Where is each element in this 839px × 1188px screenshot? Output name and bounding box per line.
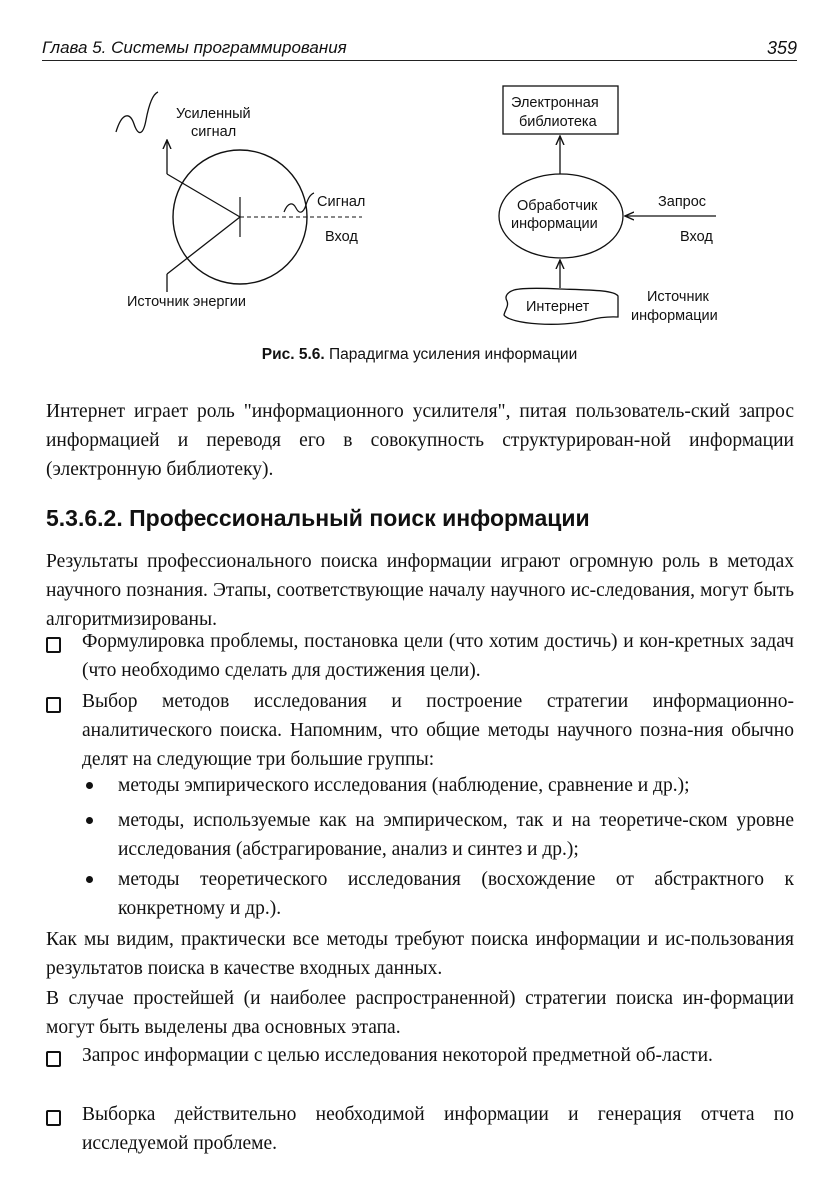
paragraph-1: Результаты профессионального поиска информации играют огромную роль в методах научного познания. Этапы, соответствующие началу научного ис-следования, могут быть алгоритмизированы. <box>46 551 794 630</box>
list-1-item-1: Формулировка проблемы, постановка цели (что хотим достичь) и кон-кретных задач (что необходимо сделать для достижения цели). <box>82 631 794 681</box>
paragraph-2: Как мы видим, практически все методы требуют поиска информации и ис-пользования результатов поиска в качестве входных данных. <box>46 929 794 979</box>
amplifier-diagram <box>116 92 365 310</box>
chapter-title: Глава 5. Системы программирования <box>42 38 347 57</box>
section-heading: 5.3.6.2. Профессиональный поиск информации <box>46 505 590 531</box>
list-2-item-2: Выборка действительно необходимой информации и генерация отчета по исследуемой проблеме. <box>82 1104 794 1154</box>
bullet-dot-icon <box>86 876 93 883</box>
figure-amplification-paradigm <box>0 70 839 340</box>
signal-wave <box>284 193 314 212</box>
processor-label-1: Обработчик <box>517 198 598 214</box>
checkbox-bullet-icon <box>46 1051 61 1067</box>
list-2-item-1: Запрос информации с целью исследования некоторой предметной об-ласти. <box>82 1045 713 1066</box>
processor-diagram <box>499 86 718 324</box>
internet-label: Интернет <box>526 299 590 315</box>
request-label: Запрос <box>658 194 707 210</box>
processor-label-2: информации <box>511 216 598 232</box>
figure-caption-label: Рис. 5.6. <box>261 346 325 363</box>
list-1-item-2: Выбор методов исследования и построение стратегии информационно-аналитического поиска. Напомним, что общие методы научного позна-ния обычно делят на следующие три большие группы: <box>82 691 794 770</box>
checkbox-bullet-icon <box>46 1110 61 1126</box>
sublist-item-1: методы эмпирического исследования (наблюдение, сравнение и др.); <box>118 775 690 796</box>
figure-caption <box>0 346 839 364</box>
figure-caption-text: Парадигма усиления информации <box>324 346 578 363</box>
bullet-dot-icon <box>86 782 93 789</box>
checkbox-bullet-icon <box>46 697 61 713</box>
sublist-item-2: методы, используемые как на эмпирическом, так и на теоретиче-ском уровне исследования (абстрагирование, анализ и синтез и др.); <box>118 810 794 860</box>
info-source-label-1: Источник <box>647 289 709 305</box>
intro-paragraph: Интернет играет роль "информационного усилителя", питая пользователь-ский запрос информацией и переводя его в совокупность структурирован-ной информации (электронную библиотеку). <box>46 401 794 480</box>
paragraph-3: В случае простейшей (и наиболее распространенной) стратегии поиска ин-формации могут быть выделены два основных этапа. <box>46 988 794 1038</box>
energy-source-label: Источник энергии <box>127 294 246 310</box>
signal-label: Сигнал <box>317 194 366 210</box>
checkbox-bullet-icon <box>46 637 61 653</box>
sublist-item-3: методы теоретического исследования (восхождение от абстрактного к конкретному и др.). <box>118 869 794 919</box>
triangle-lower-edge <box>167 217 240 274</box>
amplified-signal-wave <box>116 92 158 133</box>
library-label-2: библиотека <box>519 114 597 130</box>
info-source-label-2: информации <box>631 308 718 324</box>
right-input-label: Вход <box>680 229 713 245</box>
amplified-signal-label-1: Усиленный <box>176 106 251 122</box>
library-label-1: Электронная <box>511 95 599 111</box>
bullet-dot-icon <box>86 817 93 824</box>
running-header <box>42 34 797 61</box>
triangle-upper-edge <box>167 174 240 217</box>
amplified-signal-label-2: сигнал <box>191 124 237 140</box>
left-input-label: Вход <box>325 229 358 245</box>
page-number: 359 <box>766 38 797 58</box>
